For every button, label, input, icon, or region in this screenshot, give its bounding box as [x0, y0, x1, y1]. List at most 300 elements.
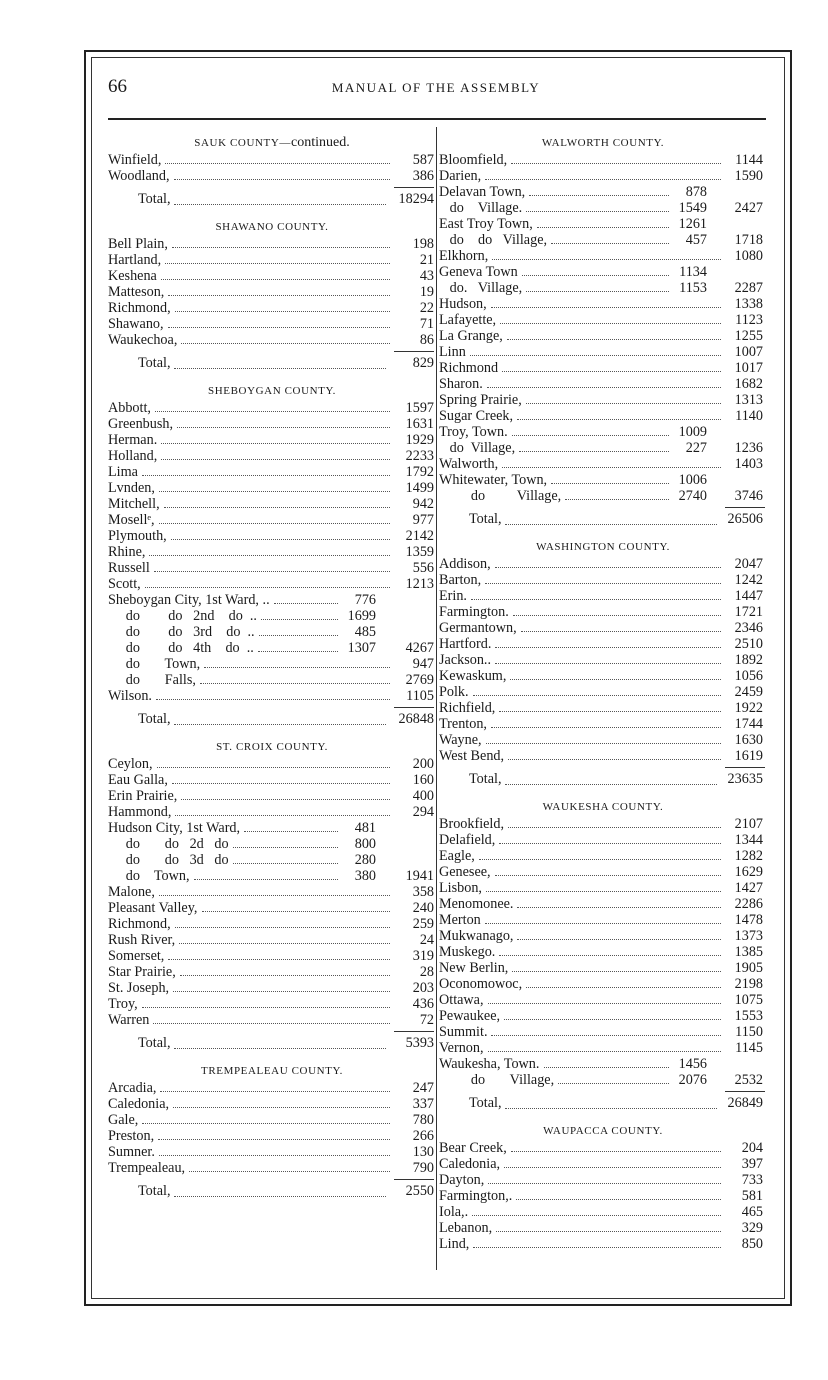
table-row — [108, 416, 436, 432]
table-row — [439, 200, 767, 216]
leader-dots — [505, 524, 717, 525]
town-name: Malone, — [108, 884, 155, 900]
table-row — [108, 316, 436, 332]
population-value: 2198 — [734, 976, 763, 992]
population-value: 780 — [412, 1112, 434, 1128]
county-heading-text: WASHINGTON COUNTY. — [536, 541, 670, 553]
leader-dots — [172, 247, 390, 248]
sub-count: 481 — [354, 820, 376, 836]
leader-dots — [502, 467, 721, 468]
table-row — [108, 1112, 436, 1128]
town-name: Delafield, — [439, 832, 496, 848]
leader-dots — [485, 583, 721, 584]
town-name: Waukechoa, — [108, 332, 178, 348]
town-name: Brookfield, — [439, 816, 505, 832]
town-name: Mukwanago, — [439, 928, 514, 944]
county-heading-suffix: continued. — [291, 135, 350, 150]
sub-count: 485 — [354, 624, 376, 640]
population-value: 2532 — [734, 1072, 763, 1088]
table-row — [439, 264, 767, 280]
leader-dots — [499, 843, 721, 844]
leader-dots — [508, 827, 721, 828]
sub-count: 878 — [685, 184, 707, 200]
table-row — [439, 424, 767, 440]
table-row — [108, 528, 436, 544]
leader-dots — [244, 831, 338, 832]
population-value: 556 — [412, 560, 434, 576]
population-value: 1892 — [734, 652, 763, 668]
table-row — [108, 964, 436, 980]
leader-dots — [492, 259, 721, 260]
leader-dots — [161, 443, 390, 444]
population-value: 2427 — [734, 200, 763, 216]
population-value: 71 — [419, 316, 434, 332]
population-value: 203 — [412, 980, 434, 996]
town-name: Arcadia, — [108, 1080, 157, 1096]
county-heading-text: SHEBOYGAN COUNTY. — [208, 385, 336, 397]
sub-count: 1134 — [679, 264, 707, 280]
table-row — [108, 996, 436, 1012]
total-row — [108, 1028, 436, 1058]
table-row — [439, 248, 767, 264]
population-value: 1590 — [734, 168, 763, 184]
town-name: Richfield, — [439, 700, 496, 716]
leader-dots — [485, 923, 721, 924]
table-row — [439, 1040, 767, 1056]
leader-dots — [496, 1231, 721, 1232]
table-row — [439, 152, 767, 168]
population-value: 1150 — [735, 1024, 763, 1040]
population-value: 247 — [412, 1080, 434, 1096]
table-row — [108, 788, 436, 804]
leader-dots — [180, 975, 390, 976]
population-value: 329 — [741, 1220, 763, 1236]
table-row — [108, 932, 436, 948]
leader-dots — [194, 879, 338, 880]
total-label: Total, — [138, 1183, 171, 1199]
town-name: Wayne, — [439, 732, 482, 748]
county-heading — [108, 382, 436, 400]
town-name: Genesee, — [439, 864, 491, 880]
table-row — [439, 864, 767, 880]
leader-dots — [505, 1108, 717, 1109]
town-name: Darien, — [439, 168, 482, 184]
county-heading-text: TREMPEALEAU COUNTY. — [201, 1065, 343, 1077]
leader-dots — [508, 759, 721, 760]
town-name: Troy, — [108, 996, 138, 1012]
leader-dots — [499, 955, 721, 956]
population-value: 204 — [741, 1140, 763, 1156]
leader-dots — [145, 587, 390, 588]
leader-dots — [233, 863, 338, 864]
leader-dots — [204, 667, 390, 668]
population-value: 1242 — [734, 572, 763, 588]
population-value: 266 — [412, 1128, 434, 1144]
table-row — [439, 456, 767, 472]
leader-dots — [519, 451, 669, 452]
table-row — [439, 408, 767, 424]
population-value: 850 — [741, 1236, 763, 1252]
sub-count: 2076 — [678, 1072, 707, 1088]
table-row — [108, 236, 436, 252]
leader-dots — [551, 483, 669, 484]
population-value: 1344 — [734, 832, 763, 848]
leader-dots — [507, 339, 721, 340]
sub-count: 1549 — [678, 200, 707, 216]
leader-dots — [511, 1151, 721, 1152]
population-value: 1255 — [734, 328, 763, 344]
town-name: Greenbush, — [108, 416, 174, 432]
leader-dots — [544, 1067, 669, 1068]
leader-dots — [174, 179, 390, 180]
population-value: 21 — [419, 252, 434, 268]
population-value: 1373 — [734, 928, 763, 944]
leader-dots — [513, 615, 721, 616]
population-value: 337 — [412, 1096, 434, 1112]
leader-dots — [495, 663, 721, 664]
sub-count: 380 — [354, 868, 376, 884]
table-row — [439, 1188, 767, 1204]
town-name: Preston, — [108, 1128, 155, 1144]
town-name: Lvnden, — [108, 480, 155, 496]
table-row — [439, 588, 767, 604]
population-value: 1631 — [405, 416, 434, 432]
town-name: do do Village, — [439, 232, 548, 248]
town-name: Abbott, — [108, 400, 151, 416]
table-row — [108, 168, 436, 184]
population-value: 2769 — [405, 672, 434, 688]
town-name: Lind, — [439, 1236, 470, 1252]
table-row — [439, 1156, 767, 1172]
population-value: 1427 — [734, 880, 763, 896]
total-row — [439, 504, 767, 534]
town-name: do Village, — [439, 1072, 555, 1088]
sub-count: 2740 — [678, 488, 707, 504]
population-value: 2286 — [734, 896, 763, 912]
leader-dots — [261, 619, 338, 620]
county-heading — [439, 1122, 767, 1140]
town-name: Rush River, — [108, 932, 176, 948]
town-name: Matteson, — [108, 284, 165, 300]
total-label: Total, — [138, 711, 171, 727]
population-value: 72 — [419, 1012, 434, 1028]
leader-dots — [516, 1199, 721, 1200]
town-name: Herman. — [108, 432, 158, 448]
leader-dots — [551, 243, 669, 244]
town-name: Barton, — [439, 572, 482, 588]
leader-dots — [274, 603, 338, 604]
population-value: 358 — [412, 884, 434, 900]
town-name: do Town, — [108, 656, 201, 672]
population-value: 1718 — [734, 232, 763, 248]
leader-dots — [142, 1123, 390, 1124]
leader-dots — [177, 427, 390, 428]
sub-count: 776 — [354, 592, 376, 608]
population-value: 1792 — [405, 464, 434, 480]
town-name: Delavan Town, — [439, 184, 526, 200]
population-value: 947 — [412, 656, 434, 672]
leader-dots — [537, 227, 669, 228]
population-value: 977 — [412, 512, 434, 528]
population-value: 1145 — [735, 1040, 763, 1056]
leader-dots — [495, 647, 721, 648]
population-value: 1630 — [734, 732, 763, 748]
population-value: 2510 — [734, 636, 763, 652]
leader-dots — [505, 784, 717, 785]
population-value: 1080 — [734, 248, 763, 264]
county-heading — [439, 538, 767, 556]
leader-dots — [174, 724, 386, 725]
leader-dots — [173, 1107, 390, 1108]
population-value: 2233 — [405, 448, 434, 464]
table-row — [108, 756, 436, 772]
total-label: Total, — [138, 355, 171, 371]
table-row — [108, 1012, 436, 1028]
leader-dots — [500, 323, 721, 324]
total-value: 26506 — [727, 511, 763, 527]
county-heading-text: SAUK COUNTY— — [194, 137, 291, 149]
town-name: Vernon, — [439, 1040, 484, 1056]
town-name: Eagle, — [439, 848, 475, 864]
town-name: Erin Prairie, — [108, 788, 178, 804]
total-row — [108, 704, 436, 734]
leader-dots — [565, 499, 669, 500]
town-name: Russell — [108, 560, 150, 576]
total-label: Total, — [469, 511, 502, 527]
town-name: Walworth, — [439, 456, 499, 472]
town-name: do do 4th do .. — [108, 640, 254, 656]
town-name: Trempealeau, — [108, 1160, 186, 1176]
table-row — [108, 1144, 436, 1160]
town-name: Hudson City, 1st Ward, — [108, 820, 241, 836]
town-name: Hudson, — [439, 296, 487, 312]
leader-dots — [189, 1171, 390, 1172]
table-row — [439, 1172, 767, 1188]
leader-dots — [174, 1196, 386, 1197]
town-name: Sumner. — [108, 1144, 155, 1160]
table-row — [108, 152, 436, 168]
population-value: 1140 — [735, 408, 763, 424]
town-name: Wilson. — [108, 688, 152, 704]
town-name: Elkhorn, — [439, 248, 489, 264]
town-name: do Village, — [439, 488, 562, 504]
town-name: Sheboygan City, 1st Ward, .. — [108, 592, 270, 608]
leader-dots — [526, 403, 721, 404]
town-name: Caledonia, — [108, 1096, 170, 1112]
leader-dots — [558, 1083, 669, 1084]
town-name: Scott, — [108, 576, 141, 592]
table-row — [439, 684, 767, 700]
table-row — [439, 232, 767, 248]
table-row — [439, 296, 767, 312]
leader-dots — [526, 211, 669, 212]
table-row — [439, 944, 767, 960]
column-divider — [436, 127, 437, 1270]
population-value: 198 — [412, 236, 434, 252]
table-row — [439, 1056, 767, 1072]
population-value: 1447 — [734, 588, 763, 604]
leader-dots — [491, 1035, 721, 1036]
population-value: 1553 — [734, 1008, 763, 1024]
town-name: Dayton, — [439, 1172, 485, 1188]
population-value: 86 — [419, 332, 434, 348]
leader-dots — [181, 799, 390, 800]
leader-dots — [142, 475, 390, 476]
town-name: Bell Plain, — [108, 236, 168, 252]
table-row — [439, 732, 767, 748]
population-value: 1236 — [734, 440, 763, 456]
sub-count: 1307 — [347, 640, 376, 656]
total-value: 18294 — [398, 191, 434, 207]
leader-dots — [181, 343, 390, 344]
leader-dots — [155, 411, 390, 412]
town-name: Richmond — [439, 360, 499, 376]
table-row — [439, 312, 767, 328]
town-name: do do 3d do — [108, 852, 229, 868]
town-name: do do 3rd do .. — [108, 624, 255, 640]
town-name: Lisbon, — [439, 880, 482, 896]
sub-count: 280 — [354, 852, 376, 868]
population-value: 1478 — [734, 912, 763, 928]
leader-dots — [159, 895, 390, 896]
total-row — [108, 1176, 436, 1206]
population-value: 1123 — [735, 312, 763, 328]
population-value: 1721 — [734, 604, 763, 620]
right-column — [439, 130, 767, 1252]
total-value: 26849 — [727, 1095, 763, 1111]
table-row — [439, 392, 767, 408]
town-name: Gale, — [108, 1112, 139, 1128]
table-row — [108, 884, 436, 900]
leader-dots — [491, 727, 721, 728]
table-row — [439, 280, 767, 296]
table-row — [439, 668, 767, 684]
table-row — [108, 900, 436, 916]
table-row — [108, 656, 436, 672]
table-row — [108, 576, 436, 592]
table-row — [439, 636, 767, 652]
table-row — [439, 1024, 767, 1040]
sub-count: 1456 — [678, 1056, 707, 1072]
leader-dots — [486, 891, 721, 892]
town-name: Bear Creek, — [439, 1140, 507, 1156]
table-row — [439, 992, 767, 1008]
population-value: 1499 — [405, 480, 434, 496]
town-name: Holland, — [108, 448, 158, 464]
table-row — [108, 608, 436, 624]
county-heading — [439, 798, 767, 816]
leader-dots — [159, 1155, 390, 1156]
table-row — [108, 300, 436, 316]
population-value: 1744 — [734, 716, 763, 732]
population-value: 2346 — [734, 620, 763, 636]
table-row — [439, 556, 767, 572]
leader-dots — [164, 507, 390, 508]
county-heading — [108, 738, 436, 756]
town-name: West Bend, — [439, 748, 505, 764]
table-row — [108, 448, 436, 464]
table-row — [108, 268, 436, 284]
town-name: La Grange, — [439, 328, 503, 344]
town-name: Oconomowoc, — [439, 976, 523, 992]
town-name: Spring Prairie, — [439, 392, 522, 408]
population-value: 294 — [412, 804, 434, 820]
table-row — [108, 592, 436, 608]
leader-dots — [488, 1003, 721, 1004]
leader-dots — [517, 939, 721, 940]
town-name: Lafayette, — [439, 312, 497, 328]
population-value: 1313 — [734, 392, 763, 408]
population-value: 200 — [412, 756, 434, 772]
population-value: 1905 — [734, 960, 763, 976]
total-row — [439, 764, 767, 794]
population-value: 1403 — [734, 456, 763, 472]
table-row — [439, 376, 767, 392]
table-row — [439, 848, 767, 864]
town-name: Caledonia, — [439, 1156, 501, 1172]
town-name: do Village, — [439, 440, 516, 456]
town-name: do. Village, — [439, 280, 523, 296]
town-name: Keshena — [108, 268, 157, 284]
sub-count: 227 — [685, 440, 707, 456]
population-value: 1359 — [405, 544, 434, 560]
table-row — [108, 432, 436, 448]
leader-dots — [161, 459, 390, 460]
population-value: 1056 — [734, 668, 763, 684]
leader-dots — [471, 599, 721, 600]
town-name: do do 2d do — [108, 836, 229, 852]
town-name: Troy, Town. — [439, 424, 508, 440]
town-name: do Falls, — [108, 672, 196, 688]
leader-dots — [200, 683, 390, 684]
population-value: 160 — [412, 772, 434, 788]
town-name: Woodland, — [108, 168, 170, 184]
population-value: 733 — [741, 1172, 763, 1188]
table-row — [108, 464, 436, 480]
sub-count: 1699 — [347, 608, 376, 624]
sub-count: 800 — [354, 836, 376, 852]
table-row — [108, 772, 436, 788]
leader-dots — [168, 959, 390, 960]
leader-dots — [202, 911, 390, 912]
leader-dots — [179, 943, 390, 944]
table-row — [439, 620, 767, 636]
town-name: Pewaukee, — [439, 1008, 501, 1024]
leader-dots — [161, 279, 390, 280]
population-value: 1105 — [406, 688, 434, 704]
population-value: 259 — [412, 916, 434, 932]
leader-dots — [504, 1019, 721, 1020]
town-name: Polk. — [439, 684, 469, 700]
total-value: 23635 — [727, 771, 763, 787]
table-row — [439, 960, 767, 976]
table-row — [439, 896, 767, 912]
leader-dots — [165, 163, 390, 164]
table-row — [108, 640, 436, 656]
town-name: Shawano, — [108, 316, 164, 332]
table-row — [439, 716, 767, 732]
leader-dots — [499, 711, 721, 712]
table-row — [439, 1140, 767, 1156]
table-row — [108, 688, 436, 704]
leader-dots — [488, 1183, 721, 1184]
table-row — [439, 216, 767, 232]
table-row — [439, 832, 767, 848]
town-name: Richmond, — [108, 916, 171, 932]
leader-dots — [173, 991, 390, 992]
population-value: 2459 — [734, 684, 763, 700]
town-name: Somerset, — [108, 948, 165, 964]
